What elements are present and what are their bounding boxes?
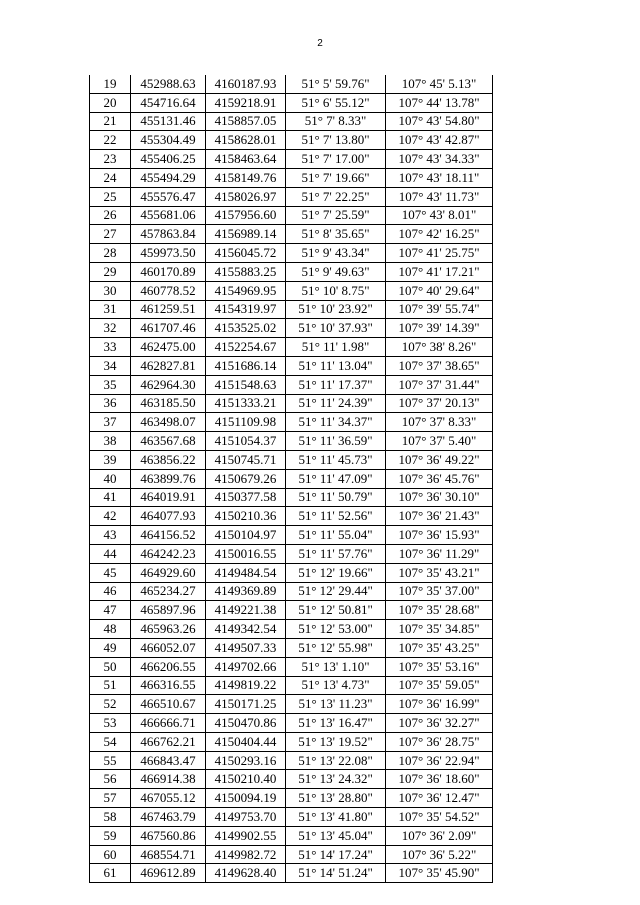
latitude-cell: 51° 7' 13.80"	[286, 131, 386, 150]
point-number-cell: 60	[90, 845, 131, 864]
longitude-cell: 107° 35' 37.00"	[386, 582, 493, 601]
point-number-cell: 52	[90, 695, 131, 714]
longitude-cell: 107° 40' 29.64"	[386, 281, 493, 300]
longitude-cell: 107° 36' 21.43"	[386, 507, 493, 526]
latitude-cell: 51° 7' 22.25"	[286, 187, 386, 206]
point-number-cell: 43	[90, 526, 131, 545]
point-number-cell: 57	[90, 789, 131, 808]
table-row	[90, 789, 493, 808]
y-coordinate-cell: 4151109.98	[206, 413, 286, 432]
latitude-cell: 51° 13' 45.04"	[286, 826, 386, 845]
longitude-cell: 107° 43' 11.73"	[386, 187, 493, 206]
y-coordinate-cell: 4150404.44	[206, 732, 286, 751]
table-row	[90, 751, 493, 770]
x-coordinate-cell: 464077.93	[131, 507, 206, 526]
point-number-cell: 28	[90, 244, 131, 263]
table-row	[90, 620, 493, 639]
latitude-cell: 51° 5' 59.76"	[286, 75, 386, 93]
x-coordinate-cell: 465897.96	[131, 601, 206, 620]
table-row	[90, 638, 493, 657]
table-row	[90, 657, 493, 676]
point-number-cell: 27	[90, 225, 131, 244]
y-coordinate-cell: 4157956.60	[206, 206, 286, 225]
y-coordinate-cell: 4158857.05	[206, 112, 286, 131]
table-row	[90, 714, 493, 733]
longitude-cell: 107° 36' 12.47"	[386, 789, 493, 808]
latitude-cell: 51° 14' 51.24"	[286, 864, 386, 883]
table-row	[90, 432, 493, 451]
y-coordinate-cell: 4150171.25	[206, 695, 286, 714]
y-coordinate-cell: 4149507.33	[206, 638, 286, 657]
table-row	[90, 150, 493, 169]
table-row	[90, 826, 493, 845]
latitude-cell: 51° 11' 24.39"	[286, 394, 386, 413]
longitude-cell: 107° 36' 18.60"	[386, 770, 493, 789]
point-number-cell: 42	[90, 507, 131, 526]
x-coordinate-cell: 466316.55	[131, 676, 206, 695]
table-row	[90, 356, 493, 375]
table-row	[90, 281, 493, 300]
point-number-cell: 41	[90, 488, 131, 507]
point-number-cell: 23	[90, 150, 131, 169]
point-number-cell: 58	[90, 808, 131, 827]
x-coordinate-cell: 455406.25	[131, 150, 206, 169]
longitude-cell: 107° 36' 5.22"	[386, 845, 493, 864]
y-coordinate-cell: 4150016.55	[206, 544, 286, 563]
y-coordinate-cell: 4154969.95	[206, 281, 286, 300]
latitude-cell: 51° 11' 50.79"	[286, 488, 386, 507]
y-coordinate-cell: 4149702.66	[206, 657, 286, 676]
table-row	[90, 112, 493, 131]
latitude-cell: 51° 13' 11.23"	[286, 695, 386, 714]
point-number-cell: 47	[90, 601, 131, 620]
table-row	[90, 375, 493, 394]
longitude-cell: 107° 45' 5.13"	[386, 75, 493, 93]
table-row	[90, 582, 493, 601]
point-number-cell: 55	[90, 751, 131, 770]
latitude-cell: 51° 13' 41.80"	[286, 808, 386, 827]
longitude-cell: 107° 35' 53.16"	[386, 657, 493, 676]
y-coordinate-cell: 4151333.21	[206, 394, 286, 413]
x-coordinate-cell: 466914.38	[131, 770, 206, 789]
table-row	[90, 131, 493, 150]
y-coordinate-cell: 4150470.86	[206, 714, 286, 733]
point-number-cell: 45	[90, 563, 131, 582]
x-coordinate-cell: 455576.47	[131, 187, 206, 206]
y-coordinate-cell: 4155883.25	[206, 262, 286, 281]
table-row	[90, 601, 493, 620]
table-row	[90, 507, 493, 526]
latitude-cell: 51° 6' 55.12"	[286, 93, 386, 112]
table-row	[90, 563, 493, 582]
x-coordinate-cell: 461707.46	[131, 319, 206, 338]
y-coordinate-cell: 4150104.97	[206, 526, 286, 545]
latitude-cell: 51° 14' 17.24"	[286, 845, 386, 864]
point-number-cell: 26	[90, 206, 131, 225]
x-coordinate-cell: 466843.47	[131, 751, 206, 770]
table-row	[90, 93, 493, 112]
y-coordinate-cell: 4159218.91	[206, 93, 286, 112]
latitude-cell: 51° 13' 4.73"	[286, 676, 386, 695]
table-row	[90, 544, 493, 563]
x-coordinate-cell: 466666.71	[131, 714, 206, 733]
longitude-cell: 107° 39' 55.74"	[386, 300, 493, 319]
point-number-cell: 34	[90, 356, 131, 375]
x-coordinate-cell: 466052.07	[131, 638, 206, 657]
latitude-cell: 51° 11' 52.56"	[286, 507, 386, 526]
table-row	[90, 225, 493, 244]
latitude-cell: 51° 13' 1.10"	[286, 657, 386, 676]
longitude-cell: 107° 36' 16.99"	[386, 695, 493, 714]
latitude-cell: 51° 7' 25.59"	[286, 206, 386, 225]
latitude-cell: 51° 9' 43.34"	[286, 244, 386, 263]
point-number-cell: 32	[90, 319, 131, 338]
table-row	[90, 488, 493, 507]
x-coordinate-cell: 455131.46	[131, 112, 206, 131]
latitude-cell: 51° 13' 16.47"	[286, 714, 386, 733]
y-coordinate-cell: 4156989.14	[206, 225, 286, 244]
x-coordinate-cell: 464929.60	[131, 563, 206, 582]
longitude-cell: 107° 43' 34.33"	[386, 150, 493, 169]
table-row	[90, 244, 493, 263]
x-coordinate-cell: 455681.06	[131, 206, 206, 225]
y-coordinate-cell: 4151686.14	[206, 356, 286, 375]
longitude-cell: 107° 43' 18.11"	[386, 168, 493, 187]
longitude-cell: 107° 36' 32.27"	[386, 714, 493, 733]
y-coordinate-cell: 4150679.26	[206, 469, 286, 488]
y-coordinate-cell: 4149484.54	[206, 563, 286, 582]
longitude-cell: 107° 35' 45.90"	[386, 864, 493, 883]
x-coordinate-cell: 463185.50	[131, 394, 206, 413]
table-row	[90, 413, 493, 432]
latitude-cell: 51° 8' 35.65"	[286, 225, 386, 244]
x-coordinate-cell: 455304.49	[131, 131, 206, 150]
latitude-cell: 51° 12' 50.81"	[286, 601, 386, 620]
x-coordinate-cell: 464019.91	[131, 488, 206, 507]
longitude-cell: 107° 36' 2.09"	[386, 826, 493, 845]
table-row	[90, 394, 493, 413]
y-coordinate-cell: 4158149.76	[206, 168, 286, 187]
y-coordinate-cell: 4149221.38	[206, 601, 286, 620]
latitude-cell: 51° 12' 29.44"	[286, 582, 386, 601]
table-row	[90, 168, 493, 187]
longitude-cell: 107° 36' 49.22"	[386, 450, 493, 469]
longitude-cell: 107° 36' 15.93"	[386, 526, 493, 545]
x-coordinate-cell: 455494.29	[131, 168, 206, 187]
x-coordinate-cell: 452988.63	[131, 75, 206, 93]
longitude-cell: 107° 35' 34.85"	[386, 620, 493, 639]
longitude-cell: 107° 43' 8.01"	[386, 206, 493, 225]
x-coordinate-cell: 465963.26	[131, 620, 206, 639]
latitude-cell: 51° 12' 55.98"	[286, 638, 386, 657]
latitude-cell: 51° 12' 53.00"	[286, 620, 386, 639]
latitude-cell: 51° 11' 47.09"	[286, 469, 386, 488]
longitude-cell: 107° 41' 25.75"	[386, 244, 493, 263]
y-coordinate-cell: 4154319.97	[206, 300, 286, 319]
y-coordinate-cell: 4160187.93	[206, 75, 286, 93]
x-coordinate-cell: 467055.12	[131, 789, 206, 808]
x-coordinate-cell: 462827.81	[131, 356, 206, 375]
point-number-cell: 49	[90, 638, 131, 657]
longitude-cell: 107° 43' 54.80"	[386, 112, 493, 131]
point-number-cell: 38	[90, 432, 131, 451]
point-number-cell: 50	[90, 657, 131, 676]
y-coordinate-cell: 4149369.89	[206, 582, 286, 601]
longitude-cell: 107° 35' 54.52"	[386, 808, 493, 827]
latitude-cell: 51° 11' 1.98"	[286, 338, 386, 357]
latitude-cell: 51° 13' 24.32"	[286, 770, 386, 789]
point-number-cell: 40	[90, 469, 131, 488]
x-coordinate-cell: 464242.23	[131, 544, 206, 563]
coordinates-table	[89, 75, 493, 883]
y-coordinate-cell: 4150293.16	[206, 751, 286, 770]
y-coordinate-cell: 4151054.37	[206, 432, 286, 451]
y-coordinate-cell: 4158026.97	[206, 187, 286, 206]
latitude-cell: 51° 11' 57.76"	[286, 544, 386, 563]
longitude-cell: 107° 35' 43.25"	[386, 638, 493, 657]
x-coordinate-cell: 460170.89	[131, 262, 206, 281]
table-row	[90, 770, 493, 789]
longitude-cell: 107° 39' 14.39"	[386, 319, 493, 338]
x-coordinate-cell: 463498.07	[131, 413, 206, 432]
point-number-cell: 31	[90, 300, 131, 319]
table-row	[90, 450, 493, 469]
point-number-cell: 19	[90, 75, 131, 93]
point-number-cell: 37	[90, 413, 131, 432]
point-number-cell: 51	[90, 676, 131, 695]
longitude-cell: 107° 37' 20.13"	[386, 394, 493, 413]
x-coordinate-cell: 462475.00	[131, 338, 206, 357]
table-row	[90, 187, 493, 206]
longitude-cell: 107° 37' 31.44"	[386, 375, 493, 394]
y-coordinate-cell: 4149902.55	[206, 826, 286, 845]
longitude-cell: 107° 38' 8.26"	[386, 338, 493, 357]
latitude-cell: 51° 10' 37.93"	[286, 319, 386, 338]
x-coordinate-cell: 464156.52	[131, 526, 206, 545]
y-coordinate-cell: 4153525.02	[206, 319, 286, 338]
longitude-cell: 107° 37' 8.33"	[386, 413, 493, 432]
y-coordinate-cell: 4149342.54	[206, 620, 286, 639]
coordinates-table-body	[90, 75, 493, 883]
y-coordinate-cell: 4150094.19	[206, 789, 286, 808]
latitude-cell: 51° 11' 55.04"	[286, 526, 386, 545]
point-number-cell: 22	[90, 131, 131, 150]
table-row	[90, 732, 493, 751]
x-coordinate-cell: 460778.52	[131, 281, 206, 300]
x-coordinate-cell: 454716.64	[131, 93, 206, 112]
y-coordinate-cell: 4150210.36	[206, 507, 286, 526]
y-coordinate-cell: 4149753.70	[206, 808, 286, 827]
x-coordinate-cell: 463899.76	[131, 469, 206, 488]
point-number-cell: 46	[90, 582, 131, 601]
point-number-cell: 25	[90, 187, 131, 206]
y-coordinate-cell: 4150745.71	[206, 450, 286, 469]
longitude-cell: 107° 37' 5.40"	[386, 432, 493, 451]
latitude-cell: 51° 9' 49.63"	[286, 262, 386, 281]
x-coordinate-cell: 462964.30	[131, 375, 206, 394]
x-coordinate-cell: 469612.89	[131, 864, 206, 883]
latitude-cell: 51° 13' 19.52"	[286, 732, 386, 751]
table-row	[90, 319, 493, 338]
longitude-cell: 107° 36' 22.94"	[386, 751, 493, 770]
y-coordinate-cell: 4150210.40	[206, 770, 286, 789]
x-coordinate-cell: 465234.27	[131, 582, 206, 601]
latitude-cell: 51° 7' 8.33"	[286, 112, 386, 131]
y-coordinate-cell: 4158463.64	[206, 150, 286, 169]
x-coordinate-cell: 468554.71	[131, 845, 206, 864]
longitude-cell: 107° 36' 45.76"	[386, 469, 493, 488]
table-row	[90, 808, 493, 827]
point-number-cell: 24	[90, 168, 131, 187]
point-number-cell: 44	[90, 544, 131, 563]
longitude-cell: 107° 44' 13.78"	[386, 93, 493, 112]
longitude-cell: 107° 36' 11.29"	[386, 544, 493, 563]
table-row	[90, 75, 493, 93]
y-coordinate-cell: 4149628.40	[206, 864, 286, 883]
longitude-cell: 107° 43' 42.87"	[386, 131, 493, 150]
x-coordinate-cell: 463856.22	[131, 450, 206, 469]
longitude-cell: 107° 42' 16.25"	[386, 225, 493, 244]
latitude-cell: 51° 11' 17.37"	[286, 375, 386, 394]
y-coordinate-cell: 4156045.72	[206, 244, 286, 263]
latitude-cell: 51° 13' 28.80"	[286, 789, 386, 808]
latitude-cell: 51° 7' 17.00"	[286, 150, 386, 169]
x-coordinate-cell: 467560.86	[131, 826, 206, 845]
longitude-cell: 107° 35' 43.21"	[386, 563, 493, 582]
table-row	[90, 262, 493, 281]
latitude-cell: 51° 11' 45.73"	[286, 450, 386, 469]
x-coordinate-cell: 466206.55	[131, 657, 206, 676]
y-coordinate-cell: 4152254.67	[206, 338, 286, 357]
table-row	[90, 300, 493, 319]
latitude-cell: 51° 10' 8.75"	[286, 281, 386, 300]
point-number-cell: 30	[90, 281, 131, 300]
longitude-cell: 107° 35' 28.68"	[386, 601, 493, 620]
point-number-cell: 35	[90, 375, 131, 394]
longitude-cell: 107° 37' 38.65"	[386, 356, 493, 375]
table-row	[90, 206, 493, 225]
table-row	[90, 695, 493, 714]
latitude-cell: 51° 13' 22.08"	[286, 751, 386, 770]
point-number-cell: 54	[90, 732, 131, 751]
point-number-cell: 53	[90, 714, 131, 733]
latitude-cell: 51° 11' 34.37"	[286, 413, 386, 432]
point-number-cell: 61	[90, 864, 131, 883]
x-coordinate-cell: 459973.50	[131, 244, 206, 263]
table-row	[90, 845, 493, 864]
x-coordinate-cell: 466762.21	[131, 732, 206, 751]
y-coordinate-cell: 4149819.22	[206, 676, 286, 695]
point-number-cell: 33	[90, 338, 131, 357]
longitude-cell: 107° 41' 17.21"	[386, 262, 493, 281]
latitude-cell: 51° 7' 19.66"	[286, 168, 386, 187]
longitude-cell: 107° 35' 59.05"	[386, 676, 493, 695]
y-coordinate-cell: 4158628.01	[206, 131, 286, 150]
longitude-cell: 107° 36' 28.75"	[386, 732, 493, 751]
y-coordinate-cell: 4149982.72	[206, 845, 286, 864]
point-number-cell: 36	[90, 394, 131, 413]
y-coordinate-cell: 4151548.63	[206, 375, 286, 394]
longitude-cell: 107° 36' 30.10"	[386, 488, 493, 507]
x-coordinate-cell: 457863.84	[131, 225, 206, 244]
table-row	[90, 469, 493, 488]
latitude-cell: 51° 10' 23.92"	[286, 300, 386, 319]
point-number-cell: 20	[90, 93, 131, 112]
y-coordinate-cell: 4150377.58	[206, 488, 286, 507]
x-coordinate-cell: 463567.68	[131, 432, 206, 451]
point-number-cell: 59	[90, 826, 131, 845]
latitude-cell: 51° 11' 36.59"	[286, 432, 386, 451]
point-number-cell: 21	[90, 112, 131, 131]
point-number-cell: 29	[90, 262, 131, 281]
point-number-cell: 48	[90, 620, 131, 639]
table-row	[90, 338, 493, 357]
point-number-cell: 39	[90, 450, 131, 469]
table-row	[90, 526, 493, 545]
x-coordinate-cell: 461259.51	[131, 300, 206, 319]
table-row	[90, 676, 493, 695]
table-row	[90, 864, 493, 883]
latitude-cell: 51° 11' 13.04"	[286, 356, 386, 375]
latitude-cell: 51° 12' 19.66"	[286, 563, 386, 582]
x-coordinate-cell: 467463.79	[131, 808, 206, 827]
x-coordinate-cell: 466510.67	[131, 695, 206, 714]
page-number: 2	[317, 38, 323, 49]
point-number-cell: 56	[90, 770, 131, 789]
